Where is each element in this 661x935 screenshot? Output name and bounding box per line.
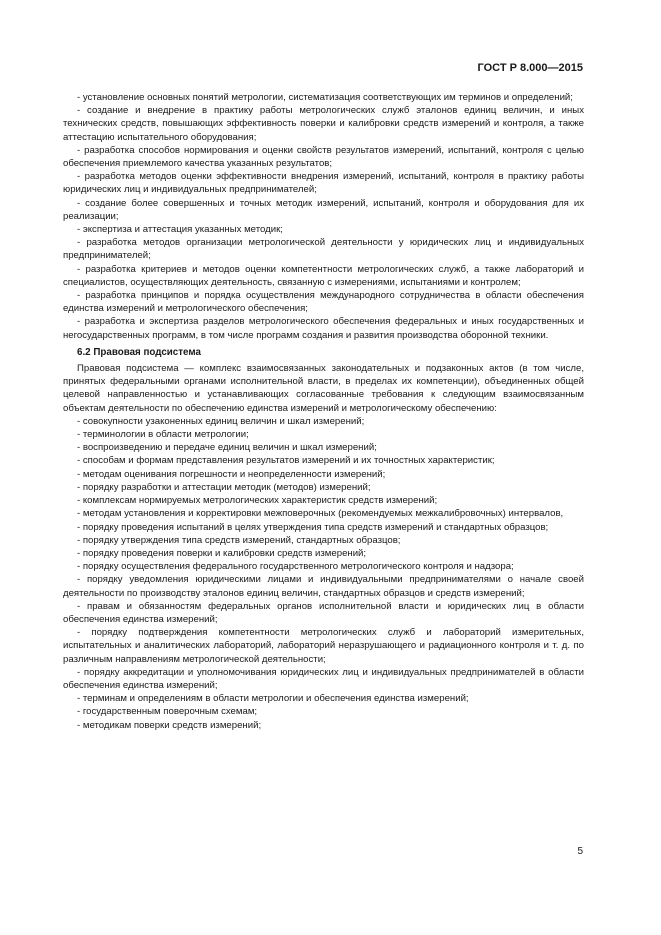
legal-objects-list <box>63 415 584 732</box>
section-intro: Правовая подсистема — комплекс взаимосвязанных законодательных и подзаконных актов (в том числе, принятых федеральными органами исполнительной власти, в пределах их компетенции), объединенных общей целевой направленностью и устанавливающих согласованные требования к следующим взаимосвязанным объектам деятельности по обеспечению единства измерений и метрологическому обеспечению: <box>63 363 584 414</box>
list-item: - методикам поверки средств измерений; <box>77 719 262 731</box>
list-item: - порядку уведомления юридическими лицами и индивидуальными предпринимателями о начале своей деятельности по производству эталонов единиц величин, стандартных образцов и средств измерений; <box>63 574 584 599</box>
list-item: - терминологии в области метрологии; <box>77 429 249 441</box>
page-content <box>63 91 584 732</box>
list-item: - порядку осуществления федерального государственного метрологического контроля и надзора; <box>77 561 514 573</box>
list-item: - порядку подтверждения компетентности метрологических служб и лабораторий измерительных, испытательных и аналитических лабораторий, лабораторий неразрушающего и радиационного контроля и т. д. по различным направлениям метрологической деятельности; <box>63 627 584 665</box>
list-item: - создание и внедрение в практику работы метрологических служб эталонов единиц величин, и иных технических средств, повышающих эффективность поверки и калибровки средств измерений и контроля, а также аттестацию испытательного оборудования; <box>63 105 584 143</box>
list-item: - государственным поверочным схемам; <box>77 706 258 718</box>
list-item: - экспертиза и аттестация указанных методик; <box>77 224 283 236</box>
list-item: - порядку аккредитации и уполномочивания юридических лиц и индивидуальных предпринимателей в области обеспечения единства измерений; <box>63 666 584 691</box>
list-item: - методам оценивания погрешности и неопределенности измерений; <box>77 468 386 480</box>
list-item: - разработка методов оценки эффективности внедрения измерений, испытаний, контроля в практику работы юридических лиц и индивидуальных предпринимателей; <box>63 171 584 196</box>
list-item: - разработка и экспертиза разделов метрологического обеспечения федеральных и иных государственных и негосударственных программ, в том числе программ создания и развития производства оборонной техники. <box>63 316 584 341</box>
page-number: 5 <box>577 846 583 857</box>
list-item: - разработка принципов и порядка осуществления международного сотрудничества в области обеспечения единства измерений и метрологического обеспечения; <box>63 290 584 315</box>
list-item: - воспроизведению и передаче единиц величин и шкал измерений; <box>77 442 377 454</box>
list-item: - установление основных понятий метрологии, систематизация соответствующих им терминов и определений; <box>77 92 573 103</box>
list-item: - порядку утверждения типа средств измерений, стандартных образцов; <box>77 534 401 546</box>
list-item: - порядку разработки и аттестации методик (методов) измерений; <box>77 481 371 493</box>
list-item: - терминам и определениям в области метрологии и обеспечения единства измерений; <box>77 693 469 705</box>
section-title: 6.2 Правовая подсистема <box>77 346 201 358</box>
list-item: - способам и формам представления результатов измерений и их точностных характеристик; <box>77 455 495 467</box>
objectives-list <box>63 91 584 342</box>
list-item: - разработка методов организации метрологической деятельности у юридических лиц и индивидуальных предпринимателей; <box>63 237 584 262</box>
list-item: - методам установления и корректировки межповерочных (рекомендуемых межкалибровочных) интервалов, <box>77 508 564 520</box>
list-item: - разработка способов нормирования и оценки свойств результатов измерений, испытаний, контроля с целью обеспечения приемлемого качества указанных результатов; <box>63 144 584 170</box>
list-item: - совокупности узаконенных единиц величин и шкал измерений; <box>77 415 365 427</box>
list-item: - разработка критериев и методов оценки компетентности метрологических служб, а также лабораторий и специалистов, осуществляющих деятельность, связанную с измерениями, испытаниями и контролем; <box>63 263 584 288</box>
list-item: - порядку проведения испытаний в целях утверждения типа средств измерений и стандартных образцов; <box>77 521 549 533</box>
list-item: - комплексам нормируемых метрологических характеристик средств измерений; <box>77 495 438 507</box>
list-item: - создание более совершенных и точных методик измерений, испытаний, контроля и оборудования для их реализации; <box>63 197 584 222</box>
list-item: - правам и обязанностям федеральных органов исполнительной власти и юридических лиц в области обеспечения единства измерений; <box>63 600 584 625</box>
document-header: ГОСТ Р 8.000—2015 <box>477 62 583 74</box>
list-item: - порядку проведения поверки и калибровки средств измерений; <box>77 547 367 559</box>
